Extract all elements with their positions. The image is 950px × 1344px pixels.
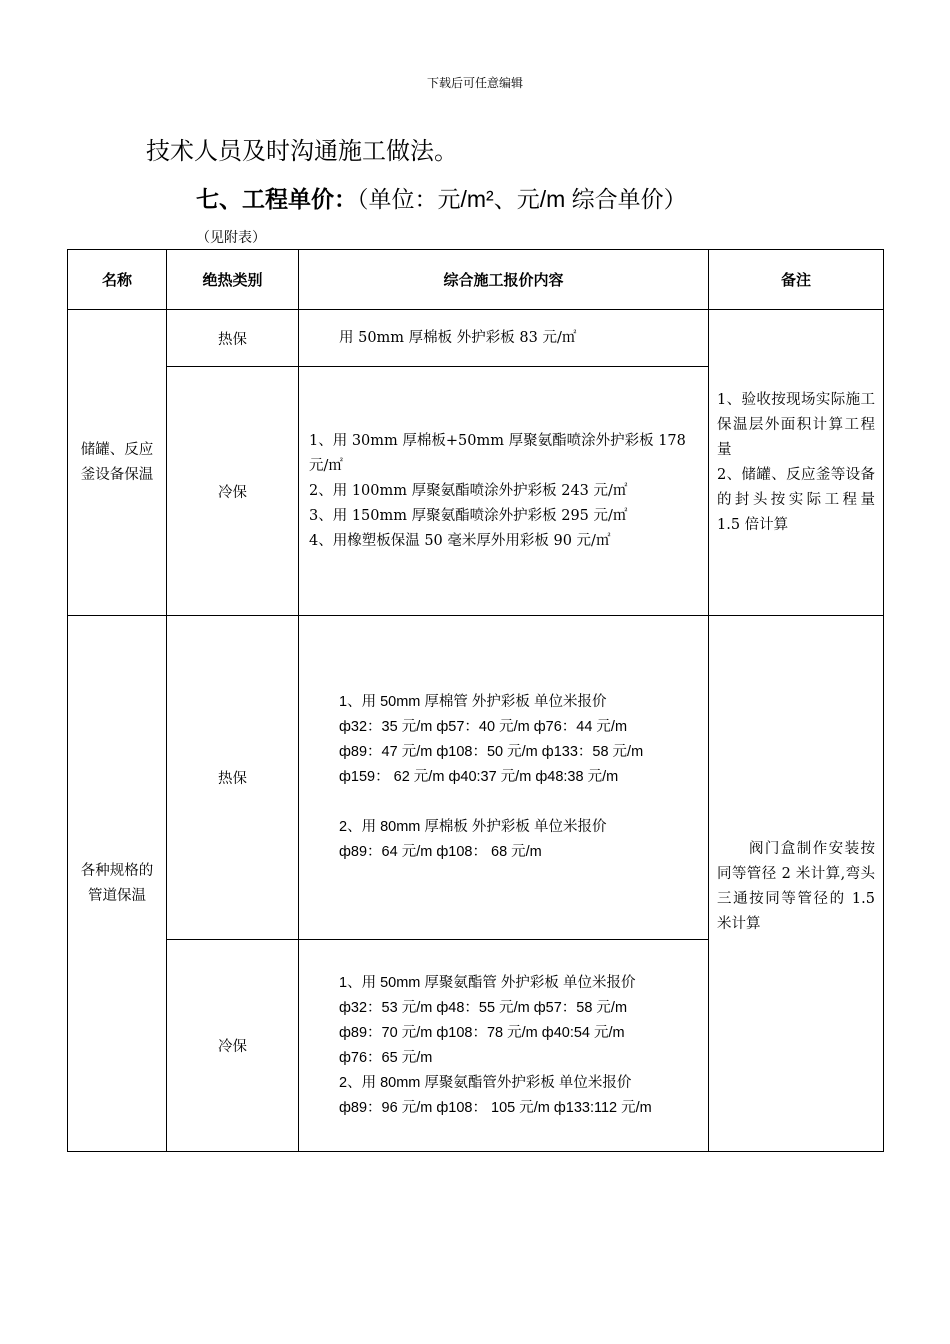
group2-cold-content: 1、用 50mm 厚聚氨酯管 外护彩板 单位米报价 ф32：53 元/m ф48：55 元/m ф57：58 元/m ф89：70 元/m ф108：78 元/m ф40:54 元/m ф76：65 元/m 2、用 80mm 厚聚氨酯管外护彩板 单位米报价 ф89：96 元/m ф108： 105 元/m ф133:112 元/m	[299, 940, 709, 1152]
group1-name: 储罐、反应釜设备保温	[68, 310, 167, 616]
header-content: 综合施工报价内容	[299, 250, 709, 310]
group1-hot-label: 热保	[167, 310, 299, 367]
section-title-text: 七、工程单价：	[196, 187, 357, 213]
header-category: 绝热类别	[167, 250, 299, 310]
section-note: （见附表）	[196, 230, 266, 246]
group2-name: 各种规格的管道保温	[68, 616, 167, 1152]
group2-hot-content: 1、用 50mm 厚棉管 外护彩板 单位米报价 ф32：35 元/m ф57：40 元/m ф76：44 元/m ф89：47 元/m ф108：50 元/m ф133：58 元/m ф159： 62 元/m ф40:37 元/m ф48:38 元/m 2、用 80mm 厚棉板 外护彩板 单位米报价 ф89：64 元/m ф108： 68 元/m	[299, 616, 709, 940]
group1-remark: 1、验收按现场实际施工保温层外面积计算工程量 2、储罐、反应釜等设备的封头按实际工程量 1.5 倍计算	[709, 310, 884, 616]
section-title	[196, 181, 687, 214]
intro-line: 技术人员及时沟通施工做法。	[146, 137, 458, 165]
group2-remark: 阀门盒制作安装按同等管径 2 米计算,弯头三通按同等管径的 1.5 米计算	[709, 616, 884, 1152]
price-table	[67, 249, 884, 1152]
group2-hot-label: 热保	[167, 616, 299, 940]
group2-cold-label: 冷保	[167, 940, 299, 1152]
table-header-row	[68, 250, 884, 310]
table-row	[68, 616, 884, 940]
header-name: 名称	[68, 250, 167, 310]
group1-cold-content: 1、用 30mm 厚棉板+50mm 厚聚氨酯喷涂外护彩板 178 元/㎡ 2、用 100mm 厚聚氨酯喷涂外护彩板 243 元/㎡ 3、用 150mm 厚聚氨酯喷涂外护彩板 295 元/㎡ 4、用橡塑板保温 50 毫米厚外用彩板 90 元/㎡	[299, 367, 709, 616]
header-remark: 备注	[709, 250, 884, 310]
section-unit: （单位：元/m²、元/m 综合单价）	[357, 186, 687, 212]
group1-cold-label: 冷保	[167, 367, 299, 616]
table-row	[68, 310, 884, 367]
page-header: 下载后可任意编辑	[426, 76, 523, 90]
group1-hot-content: 用 50mm 厚棉板 外护彩板 83 元/㎡	[299, 310, 709, 367]
